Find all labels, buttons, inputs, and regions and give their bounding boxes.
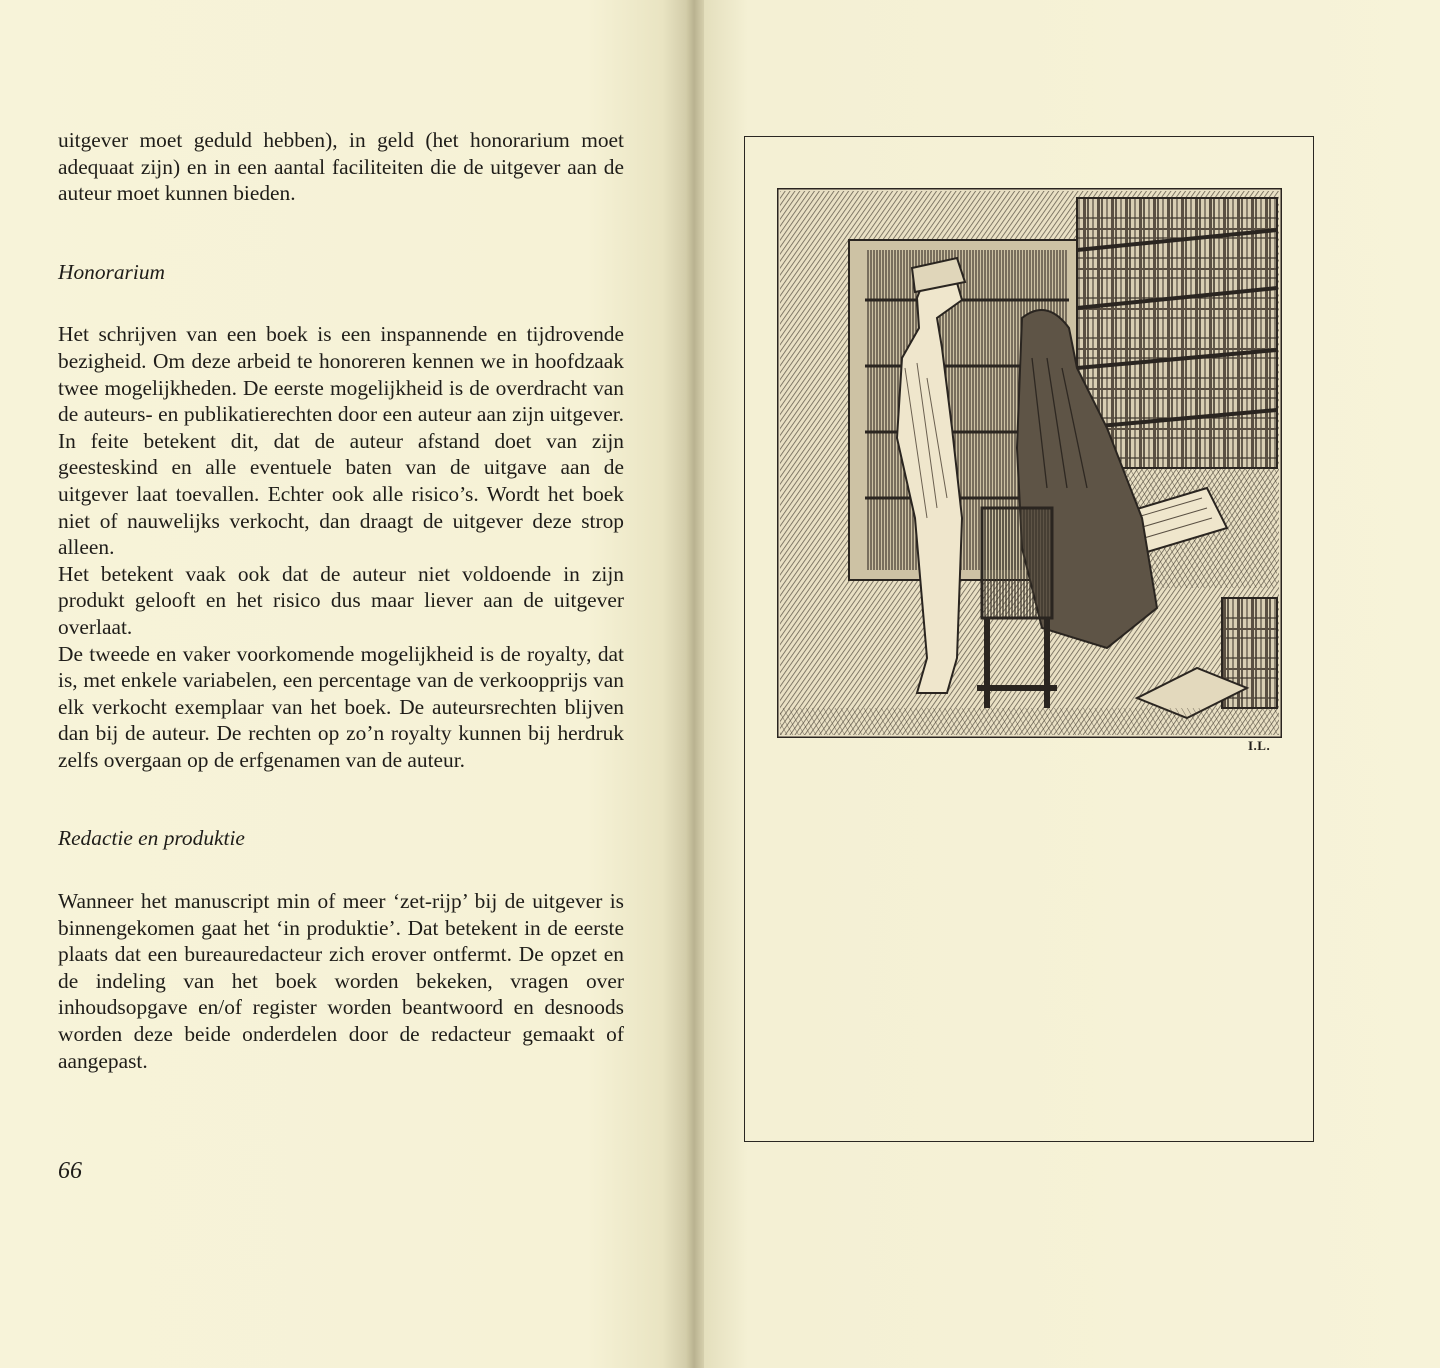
redactie-paragraph: Wanneer het manuscript min of meer ‘zet-rijp’ bij de uitgever is binnengekomen gaat het ‘in produktie’. Dat betekent in de eerste plaats dat een bureauredacteur zich erover ontfermt. De opzet en de indeling van het boek worden bekeken, vragen over inhoudsopgave en/of register worden beantwoord en desnoods worden deze beide onderdelen door de redacteur gemaakt of aangepast. (58, 889, 624, 1073)
heading-honorarium: Honorarium (58, 259, 165, 284)
engraver-initials: I.L. (1248, 738, 1271, 753)
honorarium-paragraph-1: Het schrijven van een boek is een inspannende en tijdrovende bezigheid. Om deze arbeid te honoreren kennen we in hoofdzaak twee mogelijkheden. De eerste mogelijkheid is de overdracht van de auteurs- en publikatierechten door een auteur aan zijn uitgever. In feite betekent dit, dat de auteur afstand doet van zijn geesteskind en alle eventuele baten van de uitgave aan de uitgever laat toevallen. Echter ook alle risico’s. Wordt het boek niet of nauwelijks verkocht, dan draagt de uitgever deze strop alleen. (58, 322, 624, 560)
engraving-library-scene-icon (777, 188, 1282, 738)
left-text-column (58, 127, 624, 1074)
heading-redactie: Redactie en produktie (58, 826, 245, 851)
page-number: 66 (58, 1158, 82, 1184)
honorarium-paragraph-2: Het betekent vaak ook dat de auteur niet voldoende in zijn produkt gelooft en het risico dus maar liever aan de uitgever overlaat. (58, 561, 624, 639)
intro-paragraph: uitgever moet geduld hebben), in geld (het honorarium moet adequaat zijn) en in een aantal faciliteiten die de uitgever aan de auteur moet kunnen bieden. (58, 128, 624, 206)
honorarium-paragraph-3: De tweede en vaker voorkomende mogelijkheid is de royalty, dat is, met enkele variabelen, een percentage van de verkoopprijs van elk verkocht exemplaar van het boek. De auteursrechten blijven dan bij de auteur. De rechten op zo’n royalty kunnen bij herdruk zelfs overgaan op de erfgenamen van de auteur. (58, 641, 624, 772)
book-gutter (686, 0, 704, 1368)
